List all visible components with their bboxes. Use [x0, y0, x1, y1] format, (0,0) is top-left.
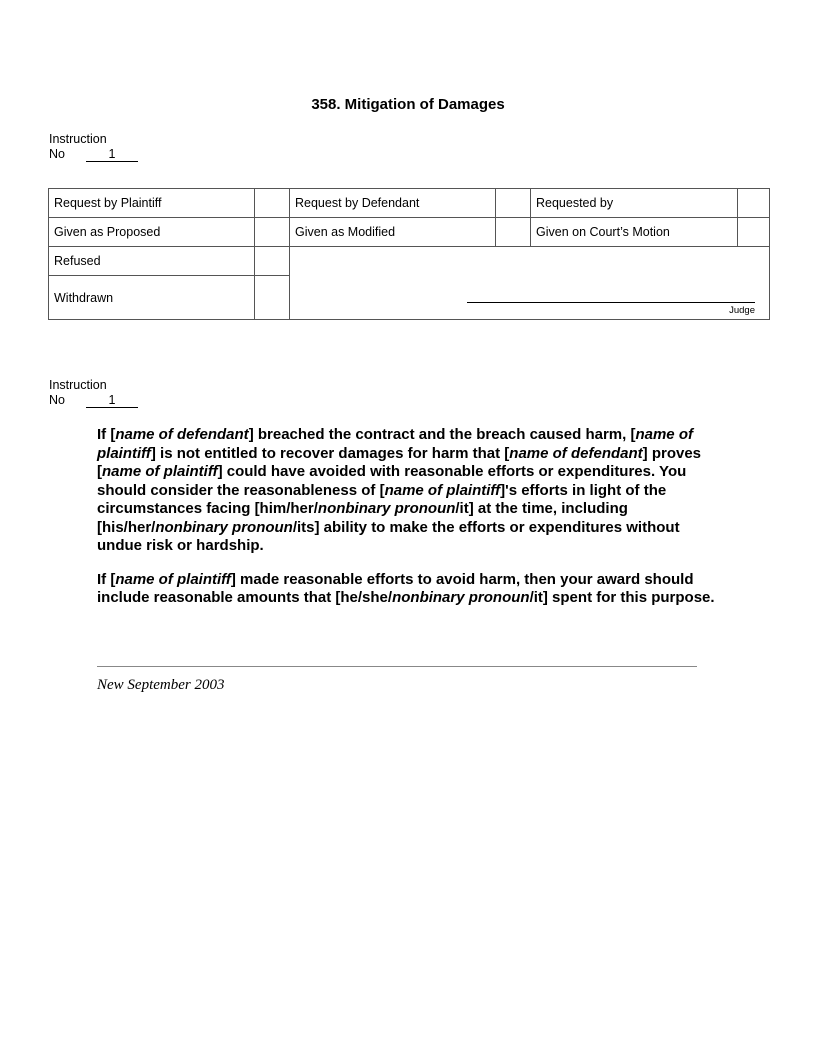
given-as-modified-label: Given as Modified	[290, 218, 496, 247]
given-on-courts-motion-label: Given on Court’s Motion	[531, 218, 738, 247]
text-run: ] could have avoided with reasonable efforts or expenditures. You should consider the reasonableness of [	[97, 463, 687, 499]
text-run: ] made reasonable efforts to avoid harm, then your award should include reasonable amounts that [he/she/	[97, 570, 694, 606]
placeholder-text: name of defendant	[115, 426, 249, 443]
placeholder-text: nonbinary pronoun	[155, 518, 293, 536]
request-by-defendant-box[interactable]	[496, 189, 531, 218]
given-as-proposed-label: Given as Proposed	[49, 218, 255, 247]
no-label: No	[49, 146, 65, 161]
request-by-defendant-label: Request by Defendant	[290, 189, 496, 218]
refused-label: Refused	[49, 247, 255, 276]
placeholder-text: name of plaintiff	[102, 463, 218, 480]
judge-label: Judge	[729, 305, 755, 316]
placeholder-text: name of plaintiff	[97, 426, 693, 462]
text-run: ]'s efforts in light of the circumstances facing [him/her/	[97, 481, 667, 517]
text-run: /its] ability to make the efforts or expenditures without undue risk or hardship.	[97, 518, 680, 554]
instruction-body	[97, 426, 722, 623]
judge-signature-area	[290, 247, 770, 320]
placeholder-text: name of plaintiff	[115, 570, 231, 588]
given-as-proposed-box[interactable]	[255, 218, 290, 247]
text-run: /it] spent for this purpose.	[529, 589, 715, 606]
request-table	[48, 188, 770, 320]
judge-signature-line[interactable]	[467, 302, 755, 303]
placeholder-text: nonbinary pronoun	[317, 500, 456, 517]
instruction-number-2: 1	[86, 394, 138, 408]
given-on-courts-motion-box[interactable]	[738, 218, 770, 247]
text-run: ] proves [	[97, 444, 702, 480]
text-run: If [	[97, 426, 116, 443]
page-title: 358. Mitigation of Damages	[311, 96, 505, 113]
requested-by-box[interactable]	[738, 189, 770, 218]
instruction-paragraph-2	[97, 571, 722, 608]
text-run: ] is not entitled to recover damages for harm that [	[150, 444, 510, 462]
request-by-plaintiff-label: Request by Plaintiff	[49, 189, 255, 218]
instruction-label: Instruction	[49, 132, 107, 146]
request-by-plaintiff-box[interactable]	[255, 189, 290, 218]
given-as-modified-box[interactable]	[496, 218, 531, 247]
instruction-number: 1	[86, 148, 138, 162]
no-label-2: No	[49, 392, 65, 407]
text-run: ] breached the contract and the breach caused harm, [	[248, 426, 636, 443]
instruction-number-block-2	[49, 378, 138, 408]
history-note: New September 2003	[97, 677, 225, 693]
requested-by-label: Requested by	[531, 189, 738, 218]
withdrawn-label: Withdrawn	[49, 276, 255, 320]
text-run: /it] at the time, including [his/her/	[97, 500, 628, 536]
text-run: If [	[97, 570, 116, 588]
divider	[97, 666, 697, 667]
instruction-number-block	[49, 132, 138, 162]
withdrawn-box[interactable]	[255, 276, 290, 320]
placeholder-text: nonbinary pronoun	[392, 589, 530, 606]
placeholder-text: name of plaintiff	[384, 481, 501, 499]
placeholder-text: name of defendant	[509, 444, 643, 462]
instruction-label-2: Instruction	[49, 378, 107, 392]
refused-box[interactable]	[255, 247, 290, 276]
instruction-paragraph-1	[97, 426, 722, 556]
